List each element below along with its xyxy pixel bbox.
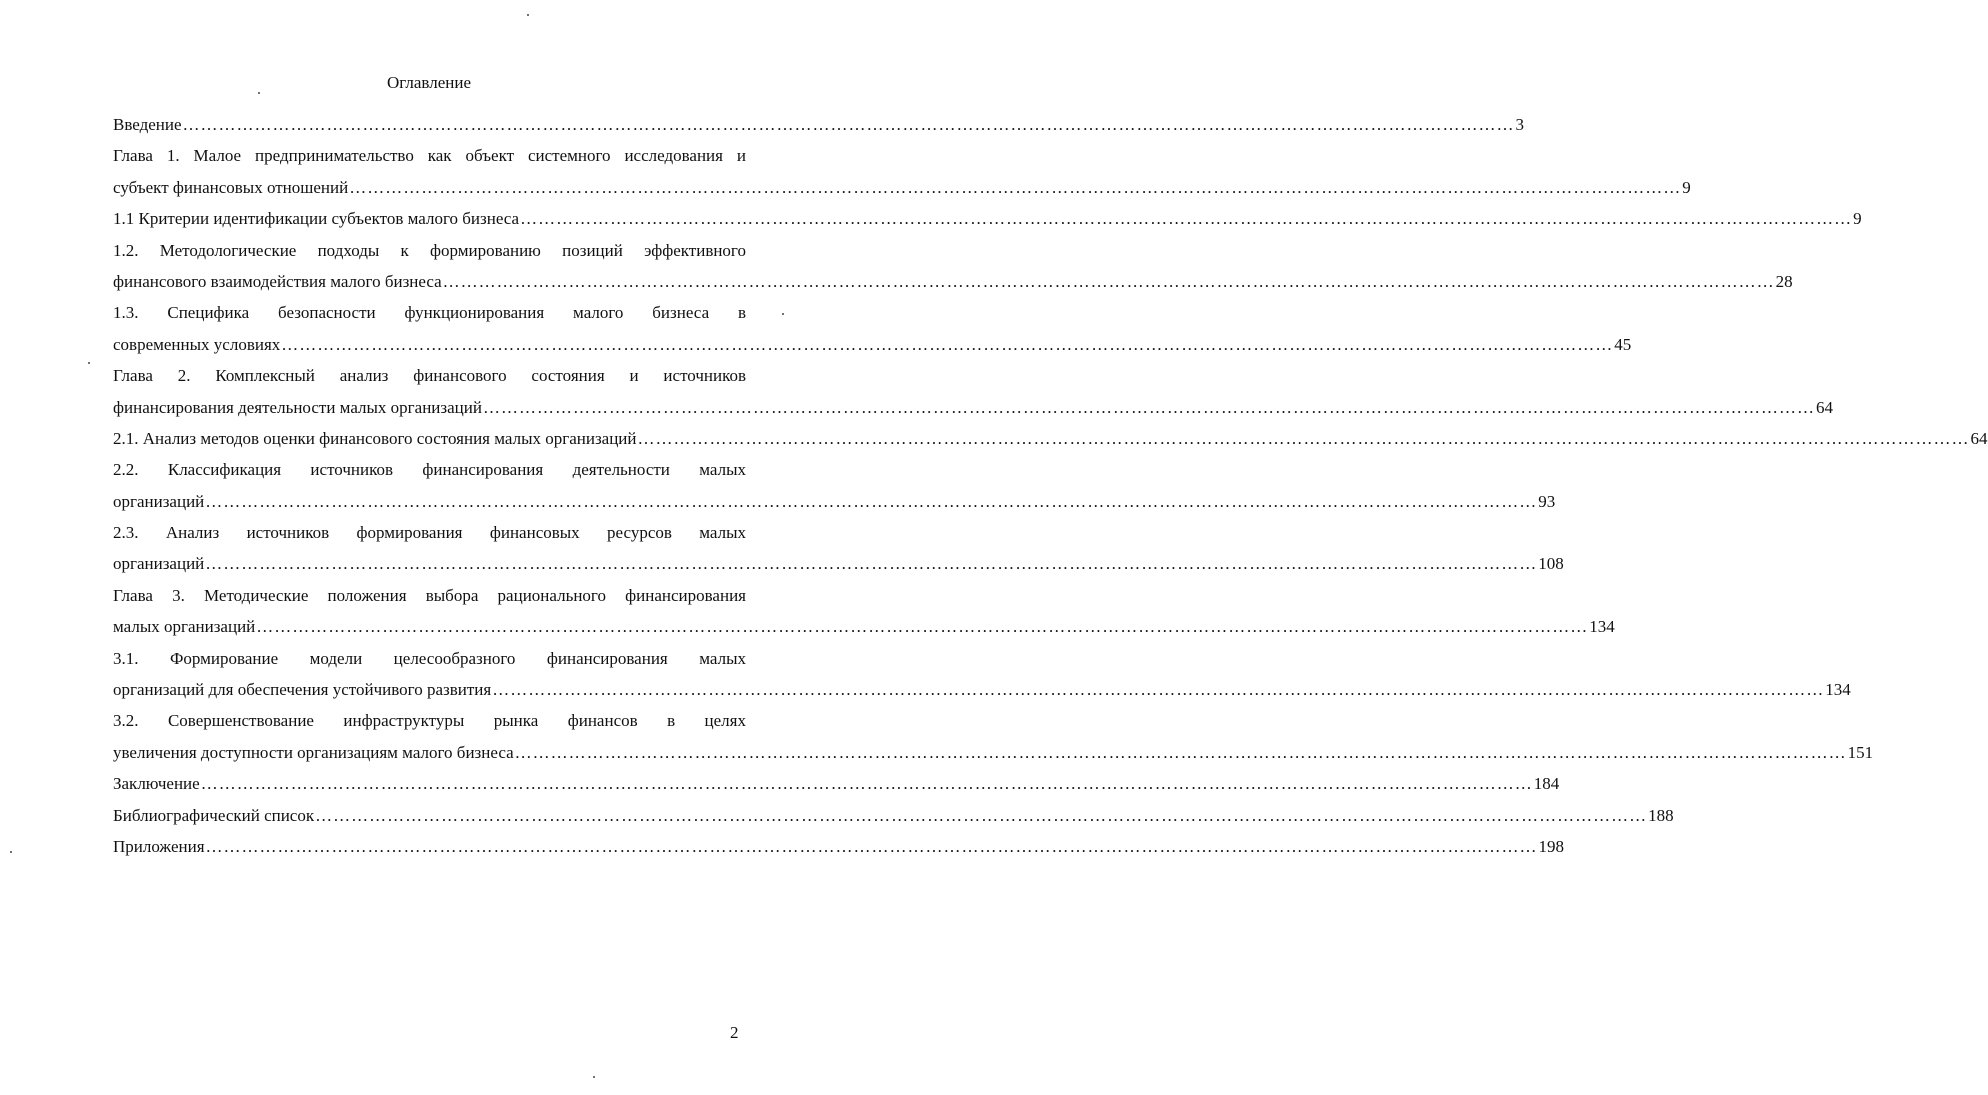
toc-entry-text: финансирования деятельности малых организаций xyxy=(113,397,482,417)
toc-entry-section-2-3 xyxy=(113,548,1564,579)
toc-entry-text: увеличения доступности организациям малого бизнеса xyxy=(113,742,514,762)
dot-leader: …………………………………………………………………………………………………………………………………………………………………………………………………… xyxy=(200,774,1533,794)
toc-entry-text: Заключение xyxy=(113,774,200,794)
toc-entry-section-1-3 xyxy=(113,329,1632,360)
toc-entry-bibliography xyxy=(113,800,1674,831)
dot-leader: …………………………………………………………………………………………………………………………………………………………………………………………………… xyxy=(520,209,1853,229)
scan-speck xyxy=(88,362,90,364)
scan-speck xyxy=(527,14,529,16)
toc-entry-section-3-1-line-1: 3.1. Формирование модели целесообразного финансирования малых xyxy=(113,648,746,668)
table-of-contents xyxy=(113,109,1988,862)
toc-entry-section-2-3-line-1: 2.3. Анализ источников формирования финансовых ресурсов малых xyxy=(113,523,746,543)
toc-entry-section-3-2 xyxy=(113,737,1874,768)
scan-speck xyxy=(10,851,12,853)
toc-entry-chapter-1-line-1: Глава 1. Малое предпринимательство как объект системного исследования и xyxy=(113,146,746,166)
toc-page-number: 64 xyxy=(1970,428,1988,448)
toc-entry-text: организаций xyxy=(113,554,205,574)
dot-leader: …………………………………………………………………………………………………………………………………………………………………………………………………… xyxy=(482,397,1815,417)
toc-page-number: 188 xyxy=(1648,805,1674,825)
toc-entry-chapter-3-line-1: Глава 3. Методические положения выбора рационального финансирования xyxy=(113,585,746,605)
toc-page-number: 184 xyxy=(1533,774,1560,794)
dot-leader: …………………………………………………………………………………………………………………………………………………………………………………………………… xyxy=(182,115,1515,134)
toc-page-number: 93 xyxy=(1538,491,1556,511)
toc-page-number: 151 xyxy=(1847,742,1874,762)
toc-page-number: 108 xyxy=(1538,554,1564,574)
toc-entry-section-3-2-line-1: 3.2. Совершенствование инфраструктуры рынка финансов в целях xyxy=(113,711,746,731)
toc-page-number: 134 xyxy=(1589,617,1615,637)
toc-entry-section-2-1 xyxy=(113,423,1988,454)
toc-entry-text: Библиографический список xyxy=(113,805,315,825)
toc-entry-section-2-2-line-1: 2.2. Классификация источников финансирования деятельности малых xyxy=(113,460,746,480)
toc-entry-conclusion xyxy=(113,768,1560,799)
toc-entry-section-1-3-line-1: 1.3. Специфика безопасности функционирования малого бизнеса в xyxy=(113,303,746,323)
scan-speck xyxy=(258,92,260,94)
toc-page-number: 28 xyxy=(1775,271,1793,291)
toc-page-number: 134 xyxy=(1825,680,1851,700)
toc-page-number: 9 xyxy=(1853,209,1862,229)
toc-page-number: 198 xyxy=(1538,836,1565,856)
dot-leader: …………………………………………………………………………………………………………………………………………………………………………………………………… xyxy=(315,805,1648,825)
toc-entry-text: Введение xyxy=(113,115,182,134)
toc-entry-text: Приложения xyxy=(113,836,205,856)
toc-entry-chapter-1 xyxy=(113,172,1691,203)
page-number: 2 xyxy=(730,1023,739,1042)
toc-entry-chapter-2-line-1: Глава 2. Комплексный анализ финансового состояния и источников xyxy=(113,366,746,386)
page-title: Оглавление xyxy=(387,73,471,92)
toc-page-number: 64 xyxy=(1815,397,1833,417)
dot-leader: …………………………………………………………………………………………………………………………………………………………………………………………………… xyxy=(349,177,1682,197)
scan-speck xyxy=(782,313,784,315)
toc-entry-chapter-3 xyxy=(113,611,1615,642)
toc-entry-appendices xyxy=(113,831,1565,862)
toc-entry-section-3-1 xyxy=(113,674,1851,705)
toc-entry-text: финансового взаимодействия малого бизнеса xyxy=(113,271,442,291)
dot-leader: …………………………………………………………………………………………………………………………………………………………………………………………………… xyxy=(514,742,1847,762)
toc-entry-text: субъект финансовых отношений xyxy=(113,177,349,197)
toc-entry-introduction xyxy=(113,109,1525,140)
dot-leader: …………………………………………………………………………………………………………………………………………………………………………………………………… xyxy=(281,334,1614,354)
toc-page-number: 3 xyxy=(1515,115,1525,134)
toc-page-number: 9 xyxy=(1682,177,1691,197)
dot-leader: …………………………………………………………………………………………………………………………………………………………………………………………………… xyxy=(205,554,1538,574)
dot-leader: …………………………………………………………………………………………………………………………………………………………………………………………………… xyxy=(205,836,1538,856)
dot-leader: …………………………………………………………………………………………………………………………………………………………………………………………………… xyxy=(256,617,1589,637)
toc-entry-text: современных условиях xyxy=(113,334,281,354)
dot-leader: …………………………………………………………………………………………………………………………………………………………………………………………………… xyxy=(637,428,1970,448)
toc-entry-text: малых организаций xyxy=(113,617,256,637)
dot-leader: …………………………………………………………………………………………………………………………………………………………………………………………………… xyxy=(205,491,1538,511)
toc-entry-section-1-1 xyxy=(113,203,1862,234)
toc-entry-section-2-2 xyxy=(113,486,1556,517)
dot-leader: …………………………………………………………………………………………………………………………………………………………………………………………………… xyxy=(492,680,1825,700)
toc-entry-text: организаций xyxy=(113,491,205,511)
toc-entry-text: организаций для обеспечения устойчивого развития xyxy=(113,680,492,700)
toc-page-number: 45 xyxy=(1614,334,1632,354)
toc-entry-section-1-2-line-1: 1.2. Методологические подходы к формированию позиций эффективного xyxy=(113,240,746,260)
dot-leader: …………………………………………………………………………………………………………………………………………………………………………………………………… xyxy=(442,271,1775,291)
toc-entry-chapter-2 xyxy=(113,392,1833,423)
toc-entry-text: 1.1 Критерии идентификации субъектов малого бизнеса xyxy=(113,209,520,229)
toc-entry-text: 2.1. Анализ методов оценки финансового состояния малых организаций xyxy=(113,428,637,448)
toc-entry-section-1-2 xyxy=(113,266,1793,297)
scan-speck xyxy=(593,1076,595,1078)
